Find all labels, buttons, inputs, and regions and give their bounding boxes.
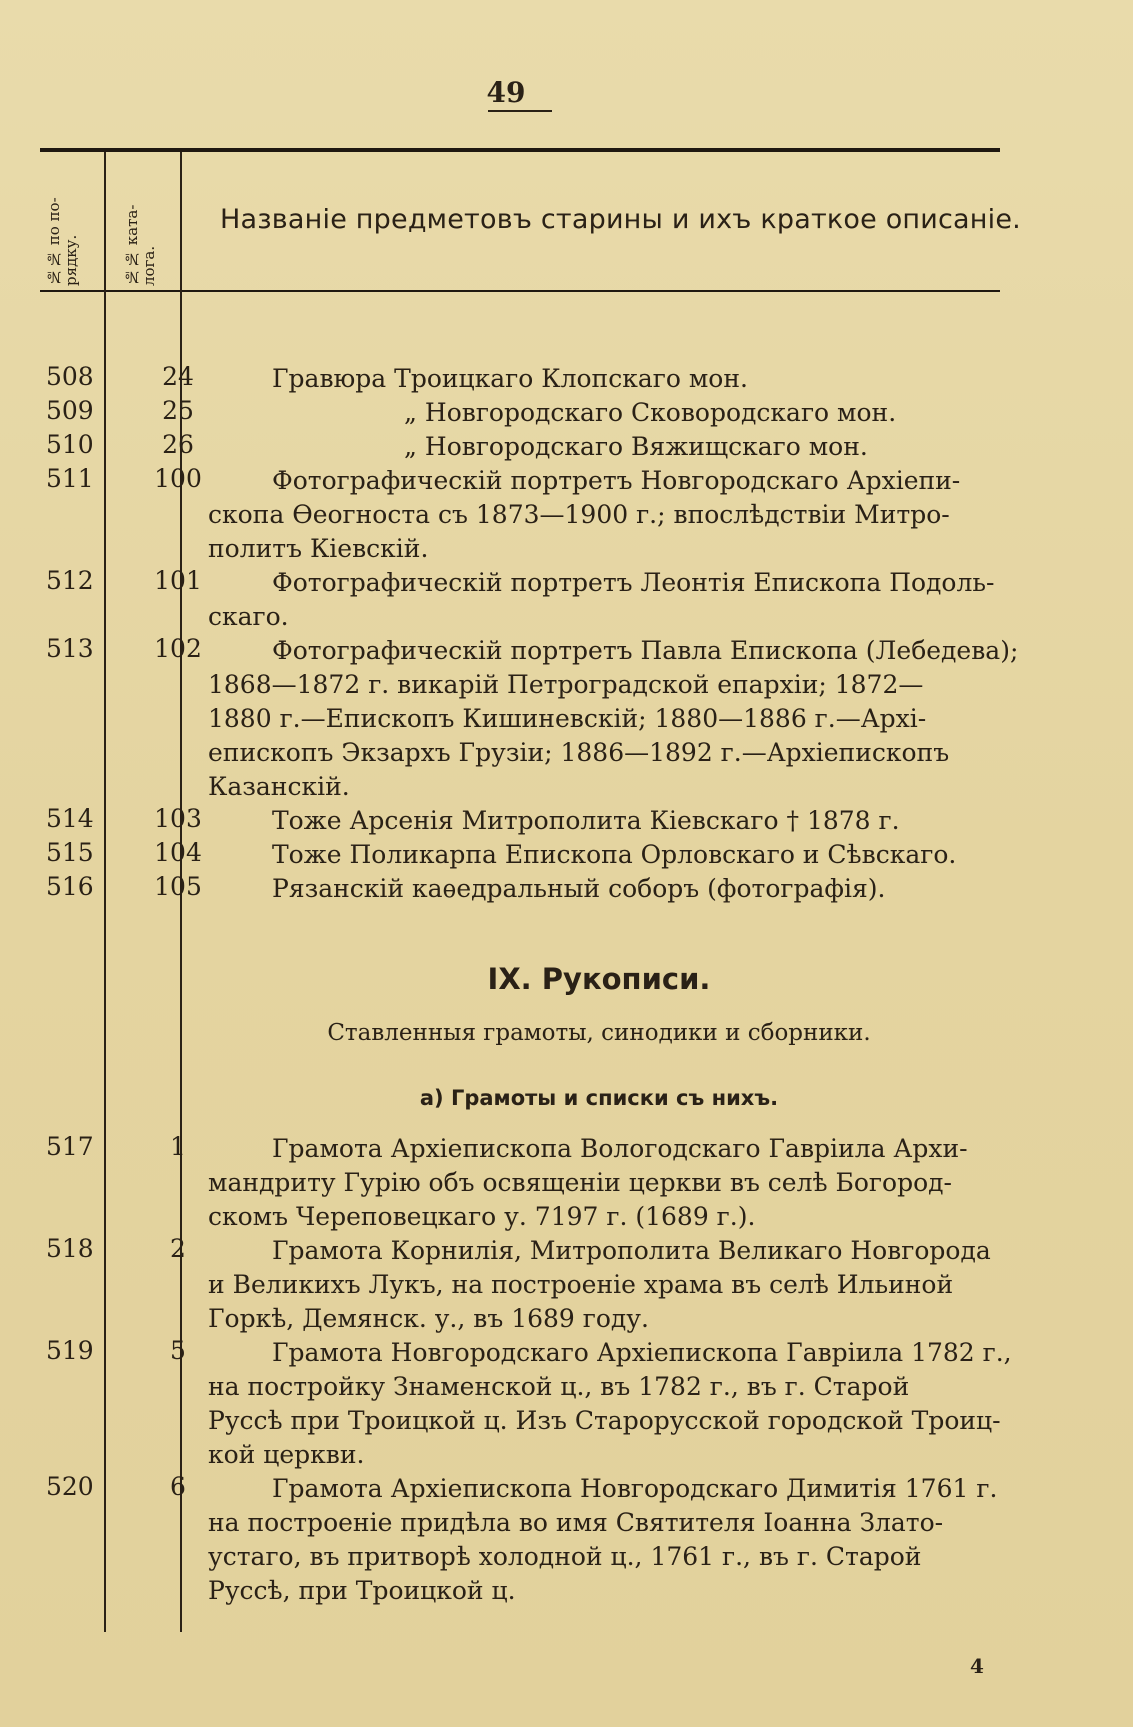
- description-line: скопа Ѳеогноста съ 1873—1900 г.; впослѣдствіи Митро-: [208, 500, 950, 529]
- row-description: [208, 838, 1053, 872]
- table-header-rule: [40, 290, 1000, 292]
- row-description: [208, 634, 1053, 804]
- header-col-order: [46, 166, 80, 286]
- description-line: Рязанскій каѳедральный соборъ (фотографія).: [272, 874, 886, 903]
- row-description: [208, 430, 1053, 464]
- row-order-number: 514: [46, 804, 94, 833]
- description-line: епископъ Экзархъ Грузіи; 1886—1892 г.—Архіепископъ: [208, 738, 950, 767]
- row-order-number: 510: [46, 430, 94, 459]
- row-description: [208, 1472, 1053, 1608]
- description-line: Казанскій.: [208, 772, 350, 801]
- description-line: Фотографическій портретъ Павла Епископа (Лебедева);: [272, 636, 1019, 665]
- row-order-number: 513: [46, 634, 94, 663]
- row-description: [208, 1132, 1053, 1234]
- row-catalog-number: 1: [170, 1132, 186, 1161]
- row-catalog-number: 104: [154, 838, 202, 867]
- row-catalog-number: 26: [162, 430, 194, 459]
- header-col-catalog: [124, 166, 158, 286]
- description-line: Грамота Архіепископа Вологодскаго Гавріила Архи-: [272, 1134, 968, 1163]
- row-order-number: 520: [46, 1472, 94, 1501]
- description-line: Тоже Арсенія Митрополита Кіевскаго † 1878 г.: [272, 806, 900, 835]
- description-line: Фотографическій портретъ Новгородскаго Архіепи-: [272, 466, 961, 495]
- description-line: 1880 г.—Епископъ Кишиневскій; 1880—1886 г.—Архі-: [208, 704, 927, 733]
- row-order-number: 516: [46, 872, 94, 901]
- row-catalog-number: 25: [162, 396, 194, 425]
- row-catalog-number: 102: [154, 634, 202, 663]
- header-col-order-b: рядку.: [62, 234, 80, 286]
- description-line: Грамота Корнилія, Митрополита Великаго Новгорода: [272, 1236, 991, 1265]
- description-line: „ Новгородскаго Сковородскаго мон.: [404, 398, 897, 427]
- row-description: [208, 396, 1053, 430]
- header-col-order-a: №№ по по-: [45, 197, 63, 286]
- description-line: „ Новгородскаго Вяжищскаго мон.: [404, 432, 868, 461]
- section-subtitle: Ставленныя грамоты, синодики и сборники.: [327, 1020, 871, 1046]
- description-line: Тоже Поликарпа Епископа Орловскаго и Сѣвскаго.: [272, 840, 957, 869]
- row-description: [208, 1234, 1053, 1336]
- row-order-number: 508: [46, 362, 94, 391]
- description-line: кой церкви.: [208, 1440, 365, 1469]
- row-description: [208, 362, 1053, 396]
- row-order-number: 509: [46, 396, 94, 425]
- description-line: мандриту Гурію объ освященіи церкви въ селѣ Богород-: [208, 1168, 952, 1197]
- description-line: Горкѣ, Демянск. у., въ 1689 году.: [208, 1304, 649, 1333]
- subsection-title: а) Грамоты и списки съ нихъ.: [419, 1086, 779, 1110]
- row-description: [208, 1336, 1053, 1472]
- row-catalog-number: 6: [170, 1472, 186, 1501]
- footer-mark: 4: [970, 1654, 984, 1678]
- row-order-number: 517: [46, 1132, 94, 1161]
- row-catalog-number: 103: [154, 804, 202, 833]
- description-line: на построеніе придѣла во имя Святителя Іоанна Злато-: [208, 1508, 944, 1537]
- row-catalog-number: 2: [170, 1234, 186, 1263]
- description-line: скаго.: [208, 602, 289, 631]
- row-catalog-number: 101: [154, 566, 202, 595]
- description-line: политъ Кіевскій.: [208, 534, 429, 563]
- description-line: Грамота Архіепископа Новгородскаго Димитія 1761 г.: [272, 1474, 998, 1503]
- row-order-number: 519: [46, 1336, 94, 1365]
- description-line: Руссѣ при Троицкой ц. Изъ Старорусской городской Троиц-: [208, 1406, 1001, 1435]
- description-line: Фотографическій портретъ Леонтія Епископа Подоль-: [272, 568, 995, 597]
- row-description: [208, 872, 1053, 906]
- header-col-catalog-a: №№ ката-: [123, 204, 141, 286]
- row-catalog-number: 105: [154, 872, 202, 901]
- row-catalog-number: 100: [154, 464, 202, 493]
- row-description: [208, 804, 1053, 838]
- description-line: Грамота Новгородскаго Архіепископа Гавріила 1782 г.,: [272, 1338, 1012, 1367]
- row-order-number: 512: [46, 566, 94, 595]
- description-line: и Великихъ Лукъ, на построеніе храма въ селѣ Ильиной: [208, 1270, 954, 1299]
- description-line: 1868—1872 г. викарій Петроградской епархіи; 1872—: [208, 670, 924, 699]
- row-description: [208, 566, 1053, 634]
- description-line: скомъ Череповецкаго у. 7197 г. (1689 г.).: [208, 1202, 756, 1231]
- row-catalog-number: 5: [170, 1336, 186, 1365]
- header-title: Названіе предметовъ старины и ихъ краткое описаніе.: [220, 204, 1021, 235]
- page-number: 49: [486, 76, 526, 109]
- row-description: [208, 464, 1053, 566]
- row-order-number: 518: [46, 1234, 94, 1263]
- header-col-catalog-b: лога.: [140, 245, 158, 286]
- page-number-underline: [488, 110, 552, 112]
- row-catalog-number: 24: [162, 362, 194, 391]
- description-line: устаго, въ притворѣ холодной ц., 1761 г., въ г. Старой: [208, 1542, 922, 1571]
- row-order-number: 515: [46, 838, 94, 867]
- description-line: Гравюра Троицкаго Клопскаго мон.: [272, 364, 748, 393]
- section-title: IX. Рукописи.: [487, 962, 711, 996]
- description-line: на постройку Знаменской ц., въ 1782 г., въ г. Старой: [208, 1372, 910, 1401]
- description-line: Руссѣ, при Троицкой ц.: [208, 1576, 516, 1605]
- table-top-rule: [40, 148, 1000, 152]
- row-order-number: 511: [46, 464, 94, 493]
